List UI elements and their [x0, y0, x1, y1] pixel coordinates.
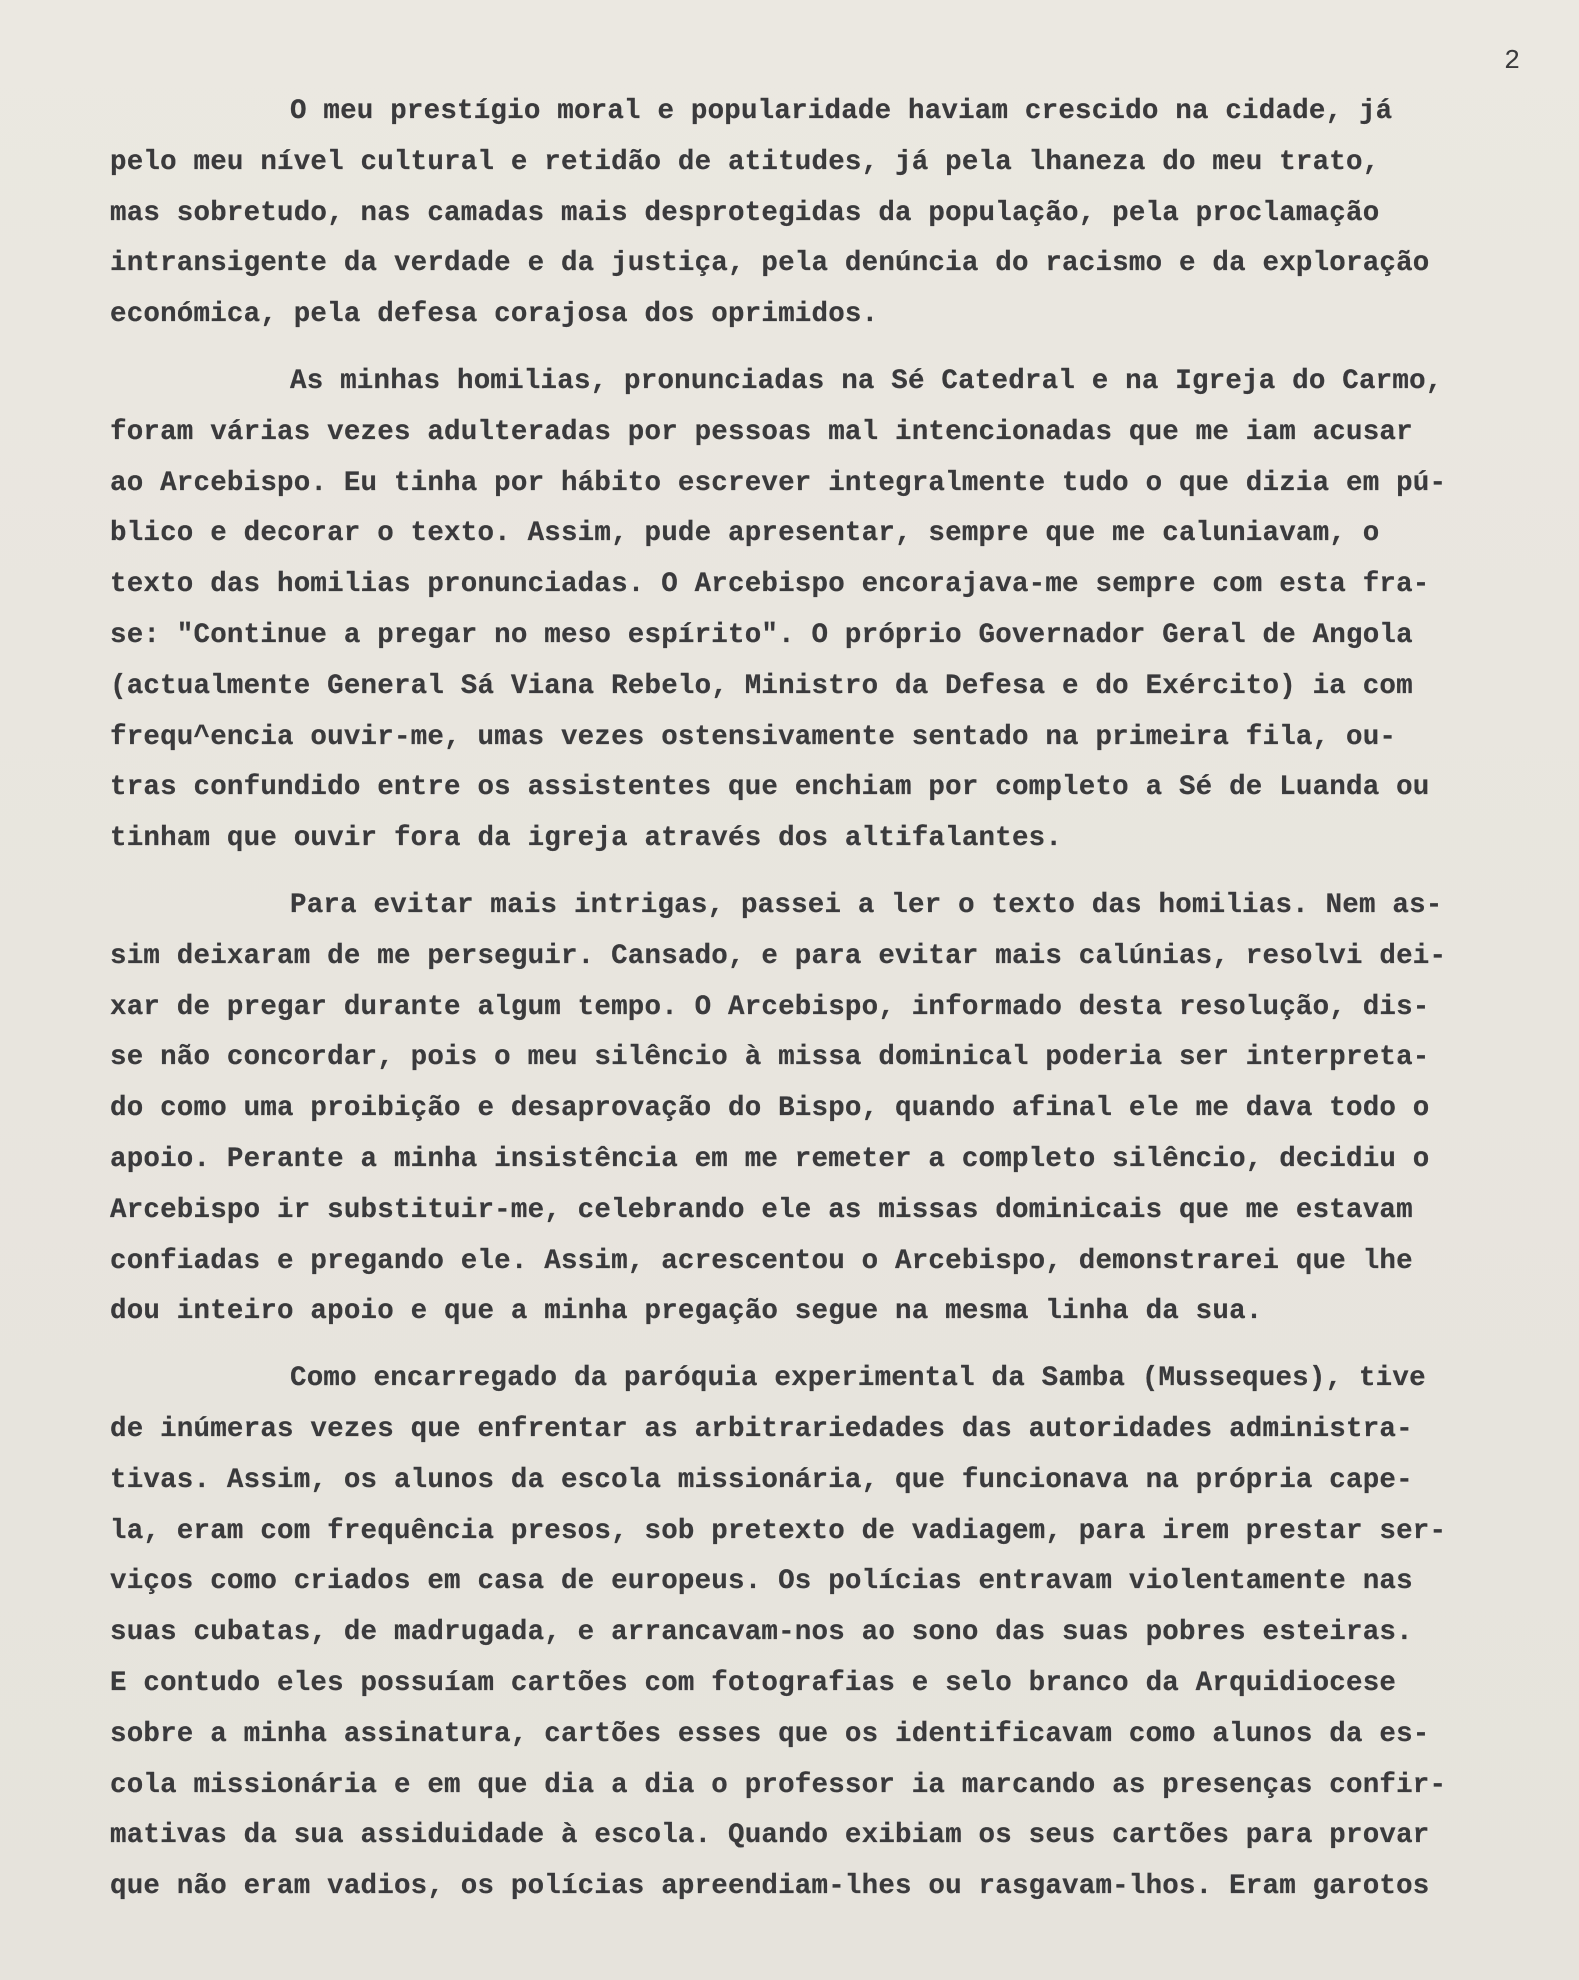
paragraph-gap: [110, 865, 1550, 881]
text-line: (actualmente General Sá Viana Rebelo, Ministro da Defesa e do Exército) ia com: [110, 670, 1413, 702]
text-line: foram várias vezes adulteradas por pessoas mal intencionadas que me iam acusar: [110, 416, 1413, 448]
document-body: [110, 87, 1550, 1913]
paragraph-gap: [110, 1338, 1550, 1354]
text-line: cola missionária e em que dia a dia o professor ia marcando as presenças confir-: [110, 1769, 1447, 1801]
text-line: As minhas homilias, pronunciadas na Sé Catedral e na Igreja do Carmo,: [290, 365, 1443, 397]
text-line: mativas da sua assiduidade à escola. Quando exibiam os seus cartões para provar: [110, 1820, 1430, 1852]
text-line: Arcebispo ir substituir-me, celebrando ele as missas dominicais que me estavam: [110, 1194, 1413, 1226]
paragraph-1: [110, 87, 1550, 341]
text-line: se não concordar, pois o meu silêncio à missa dominical poderia ser interpreta-: [110, 1042, 1430, 1074]
text-line: xar de pregar durante algum tempo. O Arcebispo, informado desta resolução, dis-: [110, 991, 1430, 1023]
text-line: sim deixaram de me perseguir. Cansado, e para evitar mais calúnias, resolvi dei-: [110, 940, 1447, 972]
text-line: dou inteiro apoio e que a minha pregação segue na mesma linha da sua.: [110, 1296, 1263, 1328]
text-line: tinham que ouvir fora da igreja através dos altifalantes.: [110, 823, 1063, 855]
text-line: sobre a minha assinatura, cartões esses que os identificavam como alunos da es-: [110, 1718, 1430, 1750]
text-line: Como encarregado da paróquia experimental da Samba (Musseques), tive: [290, 1363, 1426, 1395]
paragraph-4: [110, 1354, 1550, 1913]
page-number: 2: [1504, 47, 1521, 77]
text-line: viços como criados em casa de europeus. Os polícias entravam violentamente nas: [110, 1566, 1413, 1598]
text-line: mas sobretudo, nas camadas mais desprotegidas da população, pela proclamação: [110, 197, 1380, 229]
text-line: O meu prestígio moral e popularidade haviam crescido na cidade, já: [290, 96, 1393, 127]
text-line: económica, pela defesa corajosa dos oprimidos.: [110, 299, 879, 331]
text-line: tras confundido entre os assistentes que enchiam por completo a Sé de Luanda ou: [110, 772, 1430, 804]
text-line: confiadas e pregando ele. Assim, acrescentou o Arcebispo, demonstrarei que lhe: [110, 1245, 1413, 1277]
text-line: de inúmeras vezes que enfrentar as arbitrariedades das autoridades administra-: [110, 1413, 1413, 1445]
text-line: E contudo eles possuíam cartões com fotografias e selo branco da Arquidiocese: [110, 1667, 1397, 1699]
text-line: frequ^encia ouvir-me, umas vezes ostensivamente sentado na primeira fila, ou-: [110, 721, 1397, 753]
text-line: ao Arcebispo. Eu tinha por hábito escrever integralmente tudo o que dizia em pú-: [110, 467, 1447, 499]
paragraph-3: [110, 881, 1550, 1338]
text-line: blico e decorar o texto. Assim, pude apresentar, sempre que me caluniavam, o: [110, 518, 1380, 550]
text-line: se: "Continue a pregar no meso espírito". O próprio Governador Geral de Angola: [110, 619, 1413, 651]
text-line: Para evitar mais intrigas, passei a ler o texto das homilias. Nem as-: [290, 889, 1443, 921]
text-line: tivas. Assim, os alunos da escola missionária, que funcionava na própria cape-: [110, 1464, 1413, 1496]
text-line: do como uma proibição e desaprovação do Bispo, quando afinal ele me dava todo o: [110, 1093, 1430, 1125]
text-line: suas cubatas, de madrugada, e arrancavam-nos ao sono das suas pobres esteiras.: [110, 1617, 1413, 1649]
text-line: apoio. Perante a minha insistência em me remeter a completo silêncio, decidiu o: [110, 1143, 1430, 1175]
text-line: pelo meu nível cultural e retidão de atitudes, já pela lhaneza do meu trato,: [110, 146, 1380, 178]
text-line: texto das homilias pronunciadas. O Arcebispo encorajava-me sempre com esta fra-: [110, 569, 1430, 601]
text-line: intransigente da verdade e da justiça, pela denúncia do racismo e da exploração: [110, 248, 1430, 280]
paragraph-2: [110, 357, 1550, 865]
text-line: la, eram com frequência presos, sob pretexto de vadiagem, para irem prestar ser-: [110, 1515, 1447, 1547]
text-line: que não eram vadios, os polícias apreendiam-lhes ou rasgavam-lhos. Eram garotos: [110, 1871, 1430, 1903]
paragraph-gap: [110, 341, 1550, 357]
